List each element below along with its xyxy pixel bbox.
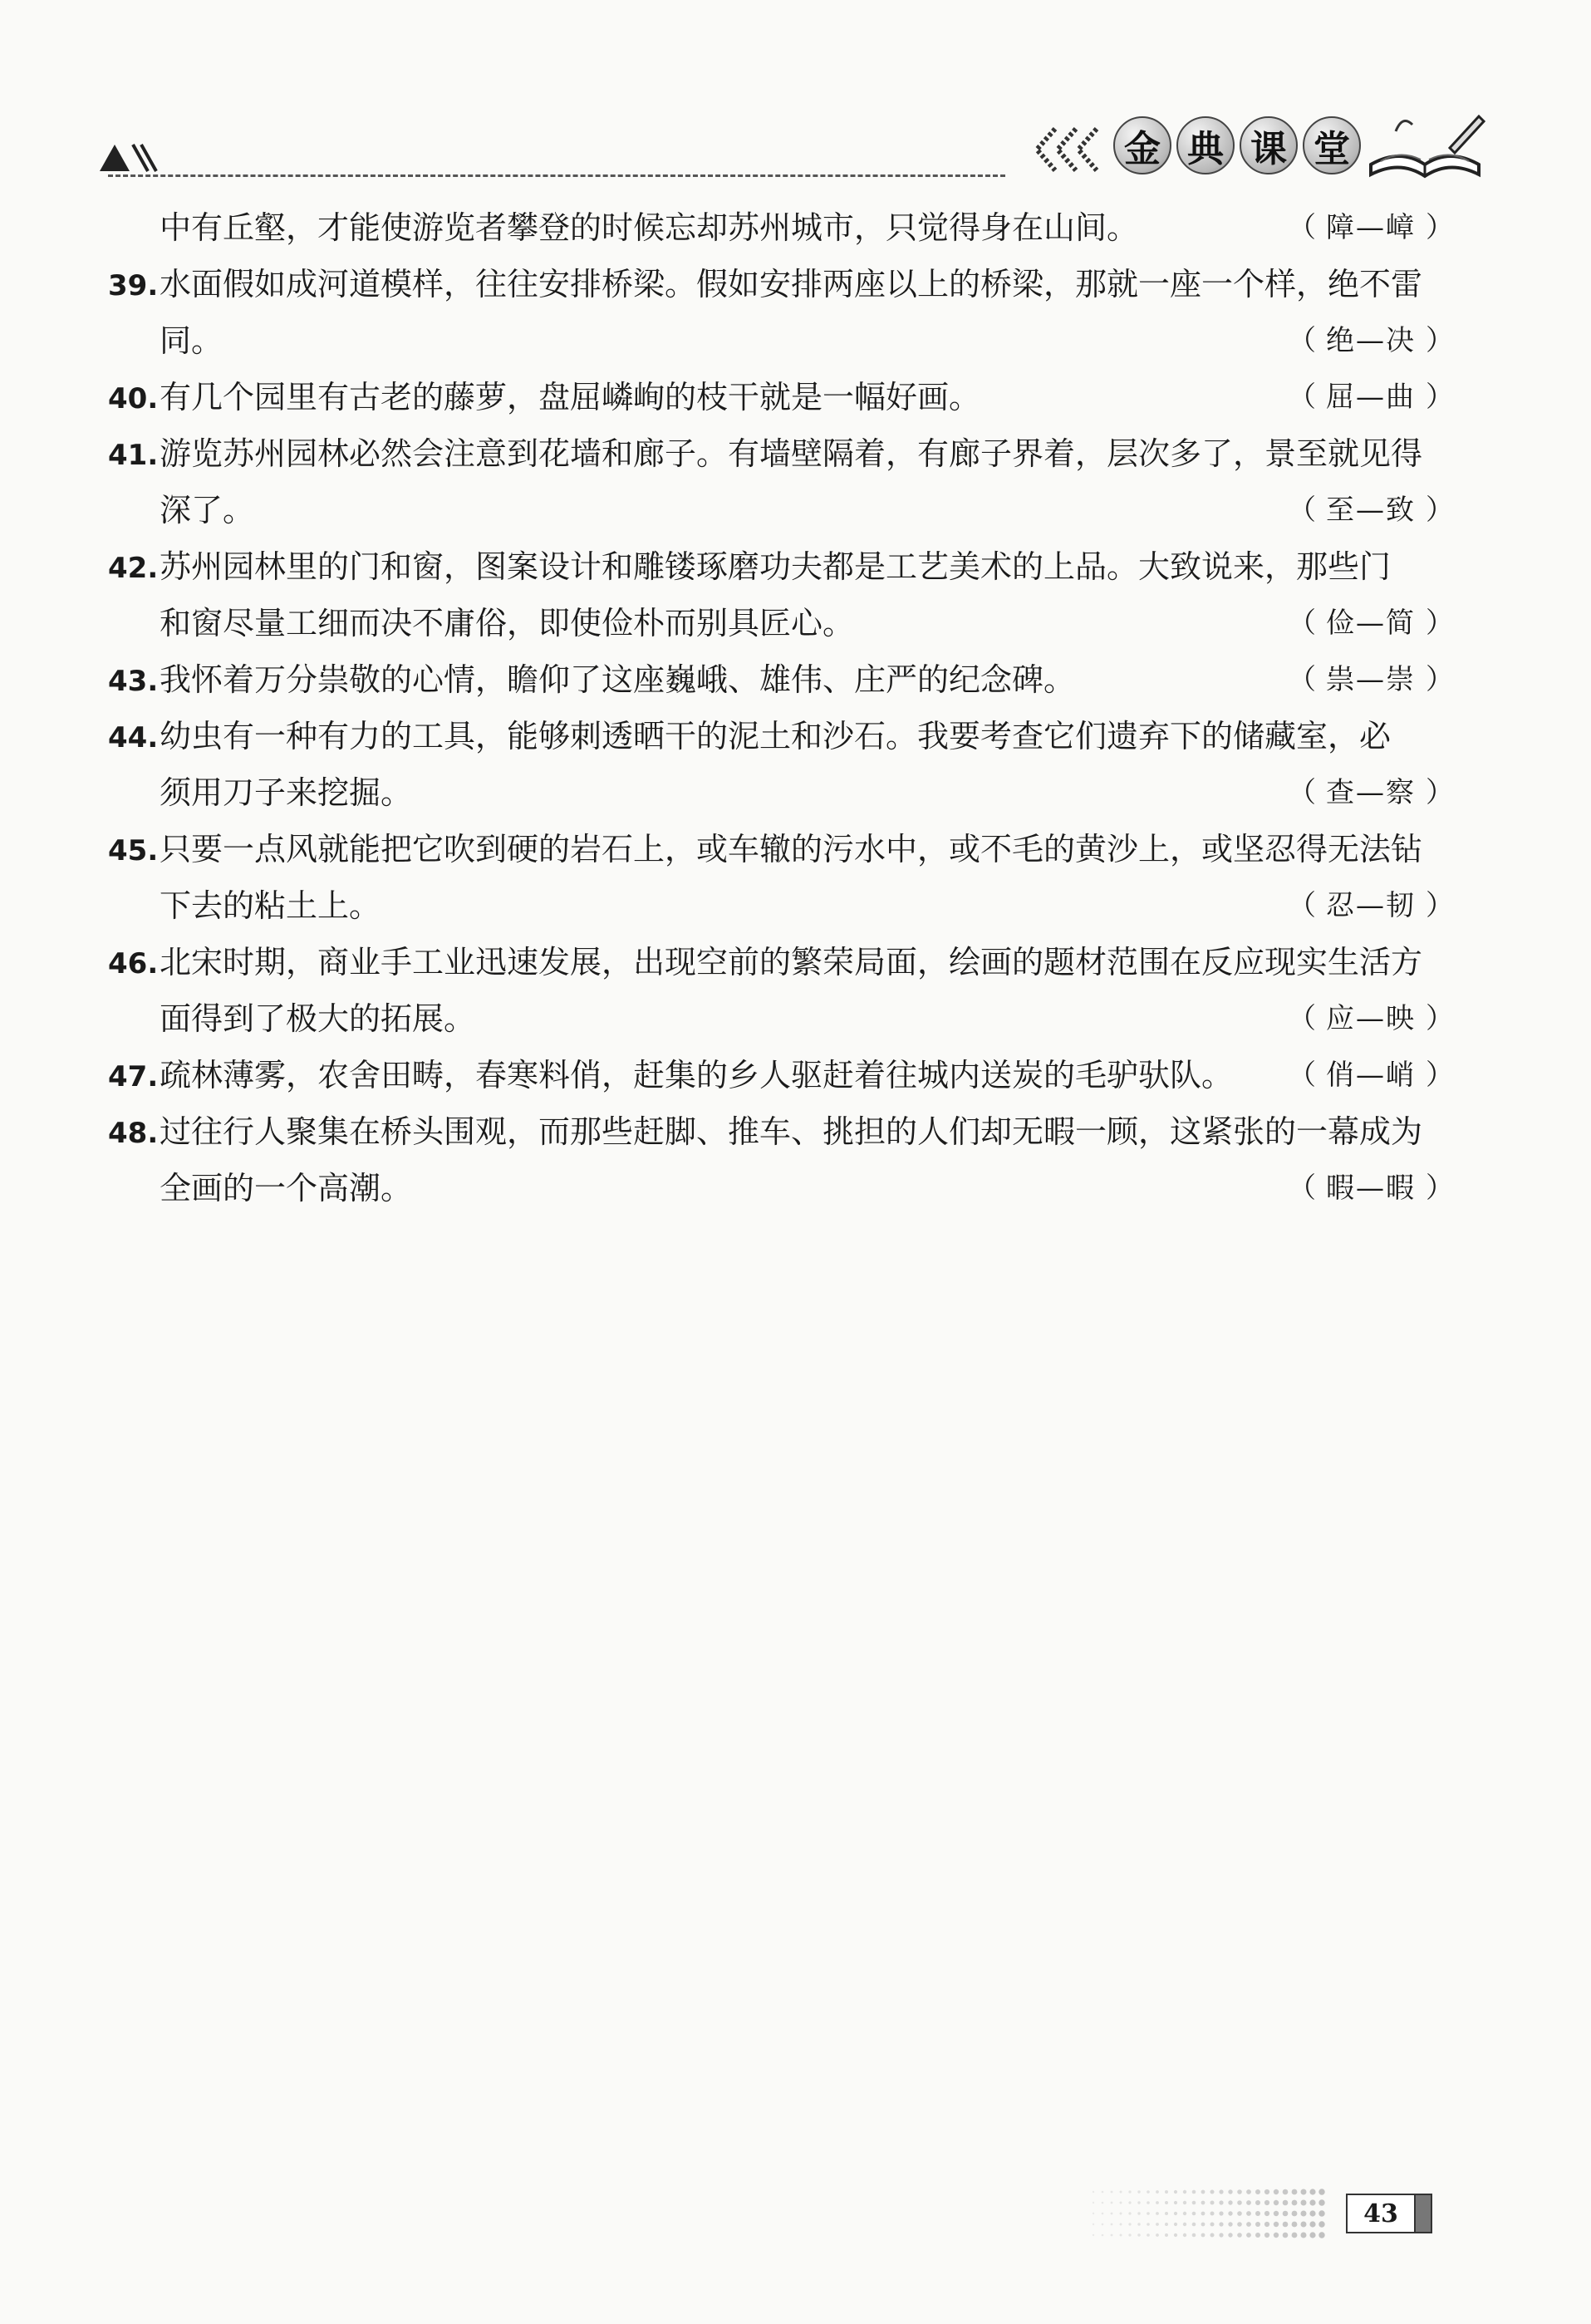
question-text: 幼虫有一种有力的工具，能够刺透晒干的泥土和沙石。我要考查它们遗弃下的储藏室，必 bbox=[160, 718, 1392, 754]
answer-correction bbox=[1288, 595, 1454, 651]
decor-dot bbox=[1292, 2200, 1298, 2206]
text-line bbox=[108, 934, 1454, 990]
decor-dot bbox=[1264, 2233, 1269, 2238]
question-text: 须用刀子来挖掘。 bbox=[160, 774, 413, 811]
decor-dot bbox=[1102, 2202, 1104, 2204]
decor-dot bbox=[1283, 2200, 1289, 2206]
decor-dot bbox=[1274, 2233, 1279, 2238]
decor-dot bbox=[1309, 2210, 1315, 2216]
decor-dot bbox=[1264, 2211, 1269, 2216]
decor-dot bbox=[1165, 2223, 1168, 2226]
decor-dot bbox=[1183, 2201, 1186, 2204]
page-number-box bbox=[1346, 2194, 1432, 2233]
decor-dot bbox=[1093, 2202, 1094, 2204]
decor-dot bbox=[1147, 2201, 1150, 2204]
decor-dot bbox=[1301, 2200, 1307, 2206]
question-text: 全画的一个高潮。 bbox=[160, 1170, 413, 1206]
text-line bbox=[108, 312, 1454, 369]
decor-dot bbox=[1301, 2211, 1307, 2217]
dot-pattern-decoration bbox=[1088, 2185, 1338, 2243]
header-dashed-rule bbox=[108, 174, 1005, 177]
open-bracket: （ bbox=[1288, 211, 1316, 244]
answer-text: 祟—崇 bbox=[1326, 663, 1416, 696]
question-text: 下去的粘土上。 bbox=[160, 887, 381, 924]
decor-dot bbox=[1192, 2201, 1196, 2205]
decor-dot bbox=[1128, 2223, 1131, 2225]
close-bracket: ） bbox=[1426, 211, 1454, 244]
question-number: 46. bbox=[108, 947, 159, 980]
decor-dot bbox=[1120, 2202, 1122, 2204]
brand-logo bbox=[1113, 116, 1361, 174]
question-number: 44. bbox=[108, 721, 159, 754]
decor-dot bbox=[1147, 2212, 1150, 2215]
decor-dot bbox=[1192, 2233, 1196, 2238]
decor-dot bbox=[1137, 2233, 1140, 2236]
decor-dot bbox=[1174, 2233, 1177, 2237]
answer-text: 暇—暇 bbox=[1326, 1172, 1416, 1205]
decor-dot bbox=[1292, 2222, 1298, 2228]
open-bracket: （ bbox=[1288, 1172, 1316, 1205]
answer-correction bbox=[1288, 199, 1454, 256]
decor-dot bbox=[1292, 2189, 1298, 2195]
decor-dot bbox=[1255, 2211, 1260, 2216]
decor-dot bbox=[1210, 2201, 1215, 2205]
answer-correction bbox=[1288, 312, 1454, 369]
decor-dot bbox=[1246, 2233, 1251, 2238]
decor-dot bbox=[1292, 2211, 1298, 2217]
decor-dot bbox=[1165, 2201, 1168, 2204]
decor-dot bbox=[1093, 2223, 1094, 2225]
text-line bbox=[108, 369, 1454, 425]
decor-dot bbox=[1264, 2189, 1269, 2194]
decor-dot bbox=[1274, 2200, 1279, 2205]
decor-dot bbox=[1318, 2210, 1324, 2216]
decor-dot bbox=[1120, 2213, 1122, 2215]
exercise-list bbox=[108, 199, 1454, 1216]
decor-dot bbox=[1111, 2223, 1113, 2226]
decor-dot bbox=[1228, 2211, 1232, 2215]
decor-dot bbox=[1301, 2189, 1307, 2195]
decor-dot bbox=[1283, 2189, 1289, 2195]
close-bracket: ） bbox=[1426, 324, 1454, 357]
text-line bbox=[108, 425, 1454, 482]
decor-dot bbox=[1165, 2212, 1168, 2215]
question-text: 水面假如成河道模样，往往安排桥梁。假如安排两座以上的桥梁，那就一座一个样，绝不雷 bbox=[160, 266, 1423, 302]
decor-dot bbox=[1309, 2232, 1315, 2238]
decor-dot bbox=[1264, 2200, 1269, 2205]
decor-dot bbox=[1165, 2190, 1168, 2194]
question-text: 和窗尽量工细而决不庸俗，即使俭朴而别具匠心。 bbox=[160, 605, 855, 641]
question-text: 只要一点风就能把它吹到硬的岩石上，或车辙的污水中，或不毛的黄沙上，或坚忍得无法钻 bbox=[160, 831, 1423, 867]
answer-text: 俏—峭 bbox=[1326, 1059, 1416, 1092]
decor-dot bbox=[1283, 2233, 1289, 2238]
decor-dot bbox=[1309, 2189, 1315, 2194]
decor-dot bbox=[1219, 2189, 1223, 2194]
decor-dot bbox=[1255, 2200, 1260, 2205]
question-text: 同。 bbox=[160, 322, 223, 359]
answer-text: 查—察 bbox=[1326, 776, 1416, 809]
question-text: 中有丘壑，才能使游览者攀登的时候忘却苏州城市，只觉得身在山间。 bbox=[160, 209, 1139, 246]
decor-dot bbox=[1165, 2233, 1168, 2237]
question-text: 面得到了极大的拓展。 bbox=[160, 1000, 476, 1037]
open-bracket: （ bbox=[1288, 889, 1316, 922]
decor-dot bbox=[1219, 2233, 1223, 2237]
decor-dot bbox=[1318, 2199, 1324, 2205]
decor-dot bbox=[1111, 2202, 1113, 2204]
page-header bbox=[0, 0, 1591, 199]
open-bracket: （ bbox=[1288, 494, 1316, 527]
brand-char: 金 bbox=[1113, 116, 1171, 174]
decor-dot bbox=[1274, 2189, 1279, 2194]
decor-dot bbox=[1183, 2233, 1186, 2237]
text-line bbox=[108, 538, 1454, 595]
question-text: 苏州园林里的门和窗，图案设计和雕镂琢磨功夫都是工艺美术的上品。大致说来，那些门 bbox=[160, 548, 1392, 585]
decor-dot bbox=[1210, 2190, 1215, 2194]
decor-dot bbox=[1228, 2189, 1232, 2194]
text-line bbox=[108, 990, 1454, 1047]
open-bracket: （ bbox=[1288, 776, 1316, 809]
close-bracket: ） bbox=[1426, 1172, 1454, 1205]
decor-dot bbox=[1137, 2201, 1140, 2204]
brand-char: 典 bbox=[1176, 116, 1235, 174]
decor-dot bbox=[1237, 2222, 1242, 2227]
question-text: 我怀着万分祟敬的心情，瞻仰了这座巍峨、雄伟、庄严的纪念碑。 bbox=[160, 661, 1076, 698]
decor-dot bbox=[1246, 2211, 1251, 2216]
question-number: 43. bbox=[108, 665, 159, 698]
question-number: 41. bbox=[108, 439, 159, 472]
decor-dot bbox=[1102, 2191, 1104, 2194]
text-line bbox=[108, 1047, 1454, 1103]
text-line bbox=[108, 651, 1454, 708]
decor-dot bbox=[1174, 2201, 1177, 2204]
decor-dot bbox=[1128, 2233, 1131, 2236]
decor-dot bbox=[1283, 2211, 1289, 2217]
decor-dot bbox=[1111, 2234, 1113, 2237]
decor-dot bbox=[1147, 2223, 1150, 2226]
decor-dot bbox=[1255, 2222, 1260, 2227]
decor-dot bbox=[1147, 2233, 1150, 2237]
decor-dot bbox=[1264, 2222, 1269, 2227]
answer-correction bbox=[1288, 651, 1454, 708]
decor-dot bbox=[1309, 2221, 1315, 2227]
decor-dot bbox=[1201, 2212, 1206, 2216]
decor-dot bbox=[1309, 2199, 1315, 2205]
decor-dot bbox=[1102, 2213, 1104, 2215]
close-bracket: ） bbox=[1426, 607, 1454, 640]
open-bracket: （ bbox=[1288, 1002, 1316, 1035]
chevrons-icon bbox=[1030, 125, 1105, 174]
text-line bbox=[108, 1103, 1454, 1160]
decor-dot bbox=[1228, 2222, 1232, 2226]
decor-dot bbox=[1274, 2222, 1279, 2227]
decor-dot bbox=[1237, 2189, 1242, 2194]
decor-dot bbox=[1318, 2221, 1324, 2227]
decor-dot bbox=[1147, 2190, 1150, 2194]
decor-dot bbox=[1183, 2223, 1186, 2226]
decor-dot bbox=[1292, 2233, 1298, 2238]
question-number: 48. bbox=[108, 1117, 159, 1150]
decor-dot bbox=[1137, 2212, 1140, 2214]
text-line bbox=[108, 482, 1454, 538]
question-number: 42. bbox=[108, 552, 159, 585]
open-bracket: （ bbox=[1288, 663, 1316, 696]
question-number: 47. bbox=[108, 1060, 159, 1093]
close-bracket: ） bbox=[1426, 663, 1454, 696]
decor-dot bbox=[1111, 2213, 1113, 2215]
answer-correction bbox=[1288, 369, 1454, 425]
question-text: 有几个园里有古老的藤萝，盘屈嶙峋的枝干就是一幅好画。 bbox=[160, 379, 981, 415]
decor-dot bbox=[1246, 2222, 1251, 2227]
decor-dot bbox=[1128, 2201, 1131, 2204]
close-bracket: ） bbox=[1426, 889, 1454, 922]
close-bracket: ） bbox=[1426, 494, 1454, 527]
decor-dot bbox=[1219, 2200, 1223, 2204]
triangle-decoration-icon bbox=[100, 140, 166, 173]
question-text: 北宋时期，商业手工业迅速发展，出现空前的繁荣局面，绘画的题材范围在反应现实生活方 bbox=[160, 944, 1423, 980]
text-line bbox=[108, 199, 1454, 256]
decor-dot bbox=[1237, 2233, 1242, 2238]
question-number: 39. bbox=[108, 269, 159, 302]
decor-dot bbox=[1228, 2200, 1232, 2204]
answer-text: 应—映 bbox=[1326, 1002, 1416, 1035]
decor-dot bbox=[1246, 2200, 1251, 2205]
decor-dot bbox=[1111, 2191, 1113, 2194]
decor-dot bbox=[1237, 2200, 1242, 2205]
decor-dot bbox=[1201, 2190, 1206, 2194]
answer-correction bbox=[1288, 1160, 1454, 1216]
answer-text: 绝—决 bbox=[1326, 324, 1416, 357]
answer-correction bbox=[1288, 877, 1454, 934]
decor-dot bbox=[1137, 2190, 1140, 2193]
close-bracket: ） bbox=[1426, 1002, 1454, 1035]
decor-dot bbox=[1219, 2211, 1223, 2215]
text-line bbox=[108, 256, 1454, 312]
answer-correction bbox=[1288, 1047, 1454, 1103]
answer-text: 至—致 bbox=[1326, 494, 1416, 527]
decor-dot bbox=[1156, 2190, 1159, 2194]
decor-dot bbox=[1255, 2233, 1260, 2238]
answer-correction bbox=[1288, 482, 1454, 538]
decor-dot bbox=[1192, 2190, 1196, 2194]
open-bracket: （ bbox=[1288, 607, 1316, 640]
decor-dot bbox=[1210, 2223, 1215, 2227]
question-number: 45. bbox=[108, 834, 159, 867]
decor-dot bbox=[1093, 2234, 1094, 2236]
decor-dot bbox=[1201, 2233, 1206, 2238]
question-text: 游览苏州园林必然会注意到花墙和廊子。有墙壁隔着，有廊子界着，层次多了，景至就见得 bbox=[160, 435, 1423, 472]
close-bracket: ） bbox=[1426, 1059, 1454, 1092]
decor-dot bbox=[1318, 2232, 1324, 2238]
answer-text: 障—嶂 bbox=[1326, 211, 1416, 244]
answer-text: 俭—简 bbox=[1326, 607, 1416, 640]
question-number: 40. bbox=[108, 382, 159, 415]
text-line bbox=[108, 821, 1454, 877]
text-line bbox=[108, 764, 1454, 821]
page-number: 43 bbox=[1363, 2199, 1398, 2228]
decor-dot bbox=[1219, 2222, 1223, 2226]
decor-dot bbox=[1318, 2189, 1324, 2194]
decor-dot bbox=[1192, 2212, 1196, 2216]
decor-dot bbox=[1201, 2201, 1206, 2205]
decor-dot bbox=[1093, 2191, 1094, 2193]
decor-dot bbox=[1128, 2190, 1131, 2193]
decor-dot bbox=[1174, 2212, 1177, 2215]
decor-dot bbox=[1156, 2201, 1159, 2204]
decor-dot bbox=[1301, 2233, 1307, 2238]
open-book-pen-icon bbox=[1363, 106, 1487, 181]
decor-dot bbox=[1093, 2213, 1094, 2214]
close-bracket: ） bbox=[1426, 381, 1454, 414]
decor-dot bbox=[1210, 2212, 1215, 2216]
decor-dot bbox=[1102, 2223, 1104, 2226]
close-bracket: ） bbox=[1426, 776, 1454, 809]
decor-dot bbox=[1246, 2189, 1251, 2194]
decor-dot bbox=[1120, 2191, 1122, 2194]
text-line bbox=[108, 708, 1454, 764]
text-line bbox=[108, 595, 1454, 651]
decor-dot bbox=[1156, 2212, 1159, 2215]
decor-dot bbox=[1174, 2190, 1177, 2194]
decor-dot bbox=[1183, 2212, 1186, 2215]
decor-dot bbox=[1120, 2234, 1122, 2237]
decor-dot bbox=[1301, 2222, 1307, 2228]
answer-text: 忍—韧 bbox=[1326, 889, 1416, 922]
decor-dot bbox=[1128, 2212, 1131, 2214]
answer-correction bbox=[1288, 990, 1454, 1047]
answer-text: 屈—曲 bbox=[1326, 381, 1416, 414]
decor-dot bbox=[1102, 2234, 1104, 2237]
decor-dot bbox=[1120, 2223, 1122, 2226]
decor-dot bbox=[1237, 2211, 1242, 2216]
question-text: 疏林薄雾，农舍田畴，春寒料俏，赶集的乡人驱赶着往城内送炭的毛驴驮队。 bbox=[160, 1057, 1234, 1093]
answer-correction bbox=[1288, 764, 1454, 821]
decor-dot bbox=[1174, 2223, 1177, 2226]
open-bracket: （ bbox=[1288, 324, 1316, 357]
page-tab-decoration bbox=[1414, 2195, 1431, 2232]
open-bracket: （ bbox=[1288, 1059, 1316, 1092]
decor-dot bbox=[1183, 2190, 1186, 2194]
text-line bbox=[108, 877, 1454, 934]
decor-dot bbox=[1228, 2233, 1232, 2237]
question-text: 过往行人聚集在桥头围观，而那些赶脚、推车、挑担的人们却无暇一顾，这紧张的一幕成为 bbox=[160, 1113, 1423, 1150]
decor-dot bbox=[1201, 2223, 1206, 2227]
decor-dot bbox=[1210, 2233, 1215, 2238]
decor-dot bbox=[1274, 2211, 1279, 2216]
decor-dot bbox=[1156, 2223, 1159, 2226]
decor-dot bbox=[1192, 2223, 1196, 2227]
decor-dot bbox=[1283, 2222, 1289, 2228]
text-line bbox=[108, 1160, 1454, 1216]
decor-dot bbox=[1255, 2189, 1260, 2194]
decor-dot bbox=[1156, 2233, 1159, 2237]
question-text: 深了。 bbox=[160, 492, 255, 528]
open-bracket: （ bbox=[1288, 381, 1316, 414]
brand-char: 堂 bbox=[1303, 116, 1361, 174]
brand-char: 课 bbox=[1240, 116, 1298, 174]
decor-dot bbox=[1137, 2223, 1140, 2225]
